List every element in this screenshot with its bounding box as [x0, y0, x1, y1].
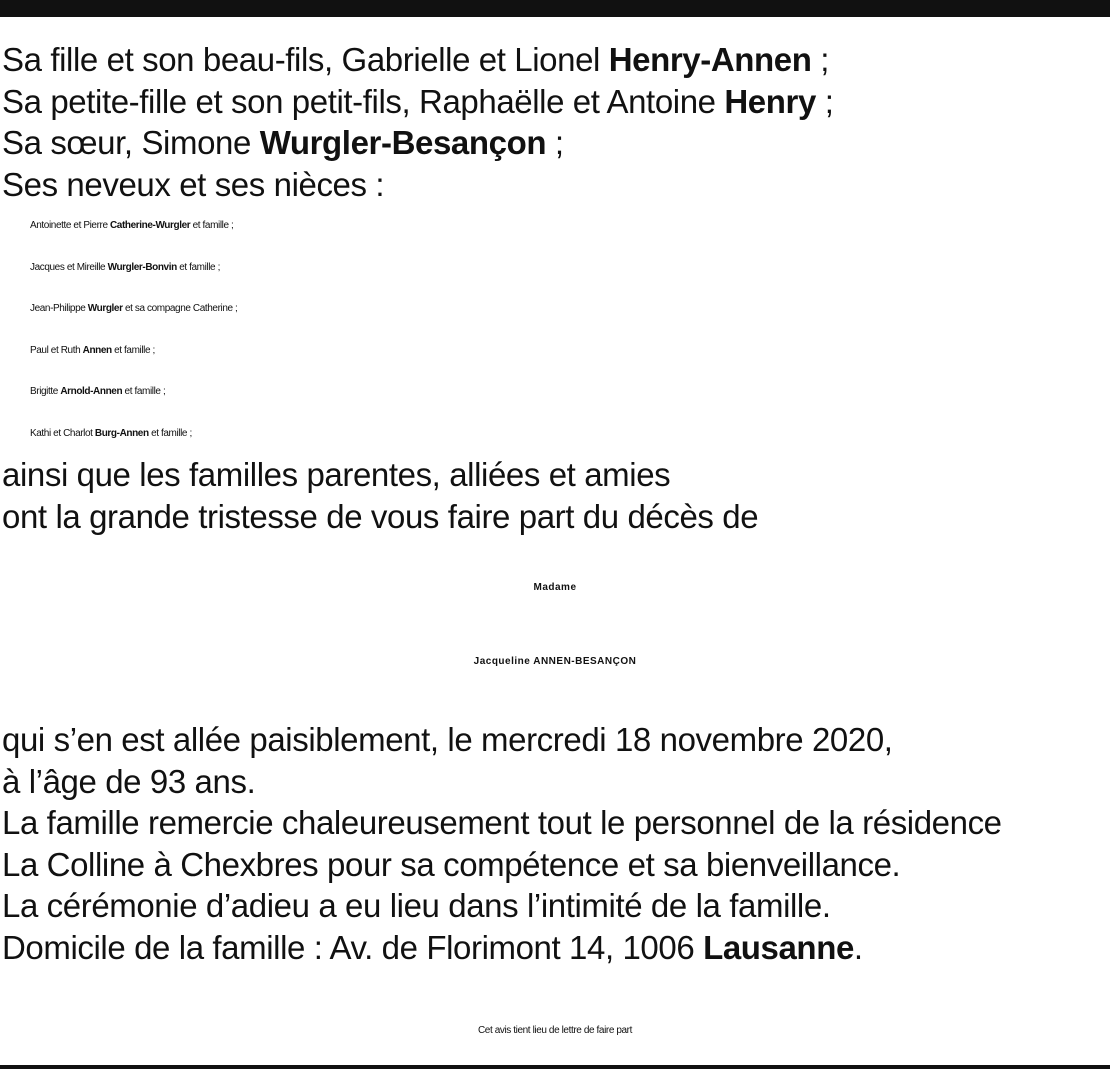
mourners-list: [2, 39, 1102, 537]
family-name: Henry: [724, 82, 816, 120]
line-text: Domicile de la famille : Av. de Florimont 14, 1006: [2, 928, 704, 966]
family-name: Wurgler-Besançon: [259, 124, 547, 161]
line-text: Sa sœur, Simone: [2, 124, 260, 161]
footer-note: Cet avis tient lieu de lettre de faire part: [477, 1025, 632, 1036]
family-name: Wurgler-Bonvin: [107, 261, 177, 273]
notice-details: [2, 719, 1102, 968]
family-name: Arnold-Annen: [60, 386, 123, 397]
mourner-line-indented: [2, 413, 1102, 455]
line-text: Sa petite-fille et son petit-fils, Raphaëlle et Antoine: [2, 82, 725, 120]
line-text: ainsi que les familles parentes, alliées et amies: [2, 456, 671, 493]
line-text: Jean-Philippe: [30, 303, 88, 314]
deceased-full-name: Jacqueline ANNEN-BESANÇON: [473, 656, 637, 667]
detail-line: [2, 719, 1102, 761]
mourner-line: [2, 496, 1102, 538]
bottom-rule: [0, 1065, 1110, 1069]
line-text: et famille ;: [190, 220, 234, 231]
line-text: et famille ;: [122, 386, 166, 397]
line-text: Paul et Ruth: [30, 344, 83, 356]
detail-line: [2, 761, 1102, 803]
line-text: et famille ;: [148, 427, 192, 439]
line-text: La Colline à Chexbres pour sa compétence et sa bienveillance.: [2, 845, 901, 883]
mourner-line-indented: [2, 371, 1102, 413]
line-text: ;: [546, 124, 564, 161]
deceased-name-block: [0, 551, 1110, 699]
line-text: et sa compagne Catherine ;: [122, 303, 238, 314]
line-text: ;: [815, 82, 834, 120]
detail-line: [2, 927, 1102, 969]
detail-line: [2, 844, 1102, 886]
line-text: Brigitte: [30, 386, 61, 397]
family-name: Annen: [82, 344, 112, 356]
line-text: Jacques et Mireille: [30, 261, 108, 273]
deceased-salutation: Madame: [533, 582, 577, 593]
mourner-line: [2, 164, 1102, 206]
line-text: La cérémonie d’adieu a eu lieu dans l’intimité de la famille.: [2, 887, 831, 924]
line-text: .: [853, 928, 863, 966]
mourner-line-indented: [2, 288, 1102, 330]
detail-line: [2, 802, 1102, 844]
line-text: qui s’en est allée paisiblement, le mercredi 18 novembre 2020,: [2, 721, 893, 758]
mourner-line-indented: [2, 330, 1102, 372]
line-text: ;: [811, 41, 830, 78]
family-name: Wurgler: [87, 303, 123, 314]
line-text: Kathi et Charlot: [30, 427, 95, 439]
mourner-line: [2, 39, 1102, 81]
line-text: Antoinette et Pierre: [30, 220, 110, 231]
line-text: ont la grande tristesse de vous faire part du décès de: [2, 497, 759, 535]
family-name: Henry-Annen: [608, 41, 812, 78]
mourner-line: [2, 81, 1102, 123]
line-text: Ses neveux et ses nièces :: [2, 165, 385, 203]
city-name: Lausanne: [703, 928, 854, 966]
top-rule: [0, 0, 1110, 17]
mourner-line-indented: [2, 247, 1102, 289]
mourner-line: [2, 454, 1102, 496]
line-text: à l’âge de 93 ans.: [2, 762, 256, 800]
line-text: et famille ;: [176, 261, 220, 273]
line-text: et famille ;: [111, 344, 155, 356]
family-name: Burg-Annen: [94, 427, 149, 439]
line-text: La famille remercie chaleureusement tout le personnel de la résidence: [2, 804, 1002, 841]
line-text: Sa fille et son beau-fils, Gabrielle et Lionel: [2, 41, 609, 78]
mourner-line-indented: [2, 205, 1102, 247]
family-name: Catherine-Wurgler: [109, 220, 191, 231]
detail-line: [2, 885, 1102, 927]
mourner-line: [2, 122, 1102, 164]
